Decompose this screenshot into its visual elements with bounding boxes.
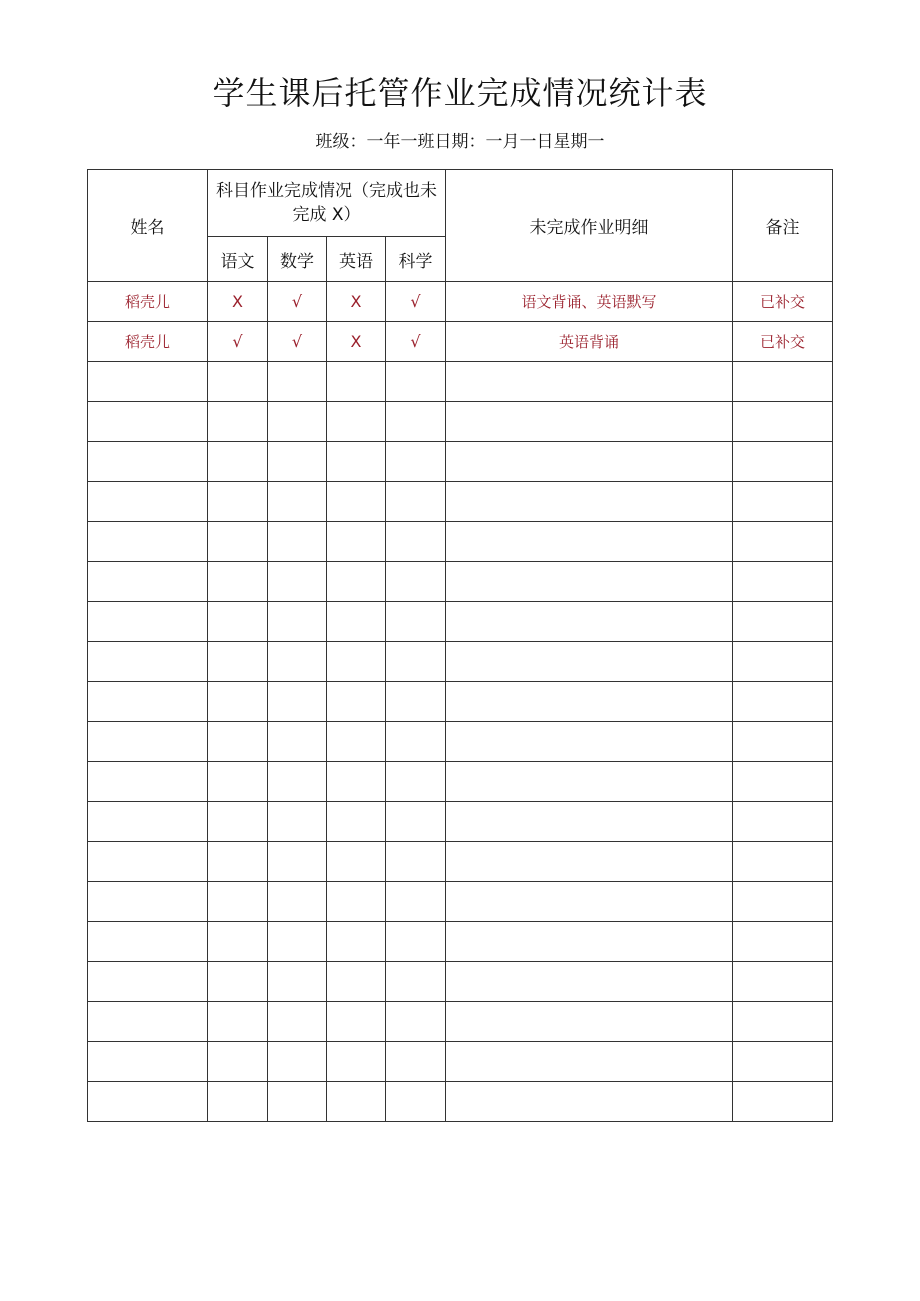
mark-chinese-cell[interactable] (208, 602, 268, 642)
remark-cell[interactable] (733, 642, 833, 682)
student-name-cell[interactable] (88, 442, 208, 482)
mark-math-cell: √ (268, 322, 327, 362)
class-date-line: 班级：一年一班日期：一月一日星期一 (315, 132, 605, 152)
student-name-cell[interactable] (88, 482, 208, 522)
mark-science-cell[interactable] (386, 762, 446, 802)
incomplete-details-cell[interactable] (446, 602, 733, 642)
mark-science-cell[interactable] (386, 1082, 446, 1122)
table-row (88, 1042, 833, 1082)
table-row (88, 682, 833, 722)
remark-cell[interactable] (733, 482, 833, 522)
remark-cell[interactable] (733, 1082, 833, 1122)
mark-math-cell[interactable] (268, 962, 327, 1002)
header-subject-group: 科目作业完成情况（完成也未完成 X） (208, 170, 446, 237)
remark-cell[interactable] (733, 362, 833, 402)
table-row (88, 1082, 833, 1122)
table-row (88, 642, 833, 682)
mark-science-cell[interactable] (386, 962, 446, 1002)
table-row (88, 1002, 833, 1042)
student-name-cell[interactable] (88, 1082, 208, 1122)
mark-chinese-cell[interactable] (208, 682, 268, 722)
student-name-cell[interactable] (88, 602, 208, 642)
mark-chinese-cell[interactable] (208, 1002, 268, 1042)
mark-math-cell[interactable] (268, 562, 327, 602)
mark-english-cell[interactable] (327, 522, 386, 562)
mark-science-cell[interactable] (386, 442, 446, 482)
header-incomplete-details: 未完成作业明细 (446, 170, 733, 282)
mark-math-cell[interactable] (268, 922, 327, 962)
table-body (88, 282, 833, 1122)
table-row (88, 762, 833, 802)
mark-math-cell[interactable] (268, 722, 327, 762)
mark-english-cell: X (327, 282, 386, 322)
mark-english-cell[interactable] (327, 962, 386, 1002)
mark-science-cell[interactable] (386, 482, 446, 522)
mark-science-cell[interactable] (386, 602, 446, 642)
mark-english-cell[interactable] (327, 362, 386, 402)
table-row (88, 482, 833, 522)
remark-cell[interactable] (733, 882, 833, 922)
mark-english-cell[interactable] (327, 1002, 386, 1042)
student-name-cell[interactable] (88, 762, 208, 802)
header-subject-math: 数学 (268, 237, 327, 282)
mark-math-cell[interactable] (268, 1042, 327, 1082)
mark-chinese-cell[interactable] (208, 562, 268, 602)
student-name-cell[interactable] (88, 842, 208, 882)
incomplete-details-cell[interactable] (446, 402, 733, 442)
incomplete-details-cell[interactable] (446, 682, 733, 722)
mark-chinese-cell[interactable] (208, 522, 268, 562)
mark-science-cell[interactable] (386, 1002, 446, 1042)
mark-math-cell[interactable] (268, 762, 327, 802)
mark-english-cell[interactable] (327, 922, 386, 962)
page-title: 学生课后托管作业完成情况统计表 (212, 74, 708, 112)
incomplete-details-cell[interactable] (446, 962, 733, 1002)
table-row (88, 882, 833, 922)
header-remarks: 备注 (733, 170, 833, 282)
mark-math-cell[interactable] (268, 882, 327, 922)
mark-science-cell: √ (386, 282, 446, 322)
remark-cell: 已补交 (733, 322, 833, 362)
mark-english-cell[interactable] (327, 802, 386, 842)
table-row (88, 522, 833, 562)
remark-cell[interactable] (733, 522, 833, 562)
header-subject-science: 科学 (386, 237, 446, 282)
remark-cell[interactable] (733, 442, 833, 482)
student-name-cell[interactable] (88, 1002, 208, 1042)
mark-science-cell[interactable] (386, 402, 446, 442)
mark-english-cell[interactable] (327, 1082, 386, 1122)
mark-chinese-cell: √ (208, 322, 268, 362)
mark-math-cell[interactable] (268, 1002, 327, 1042)
mark-math-cell[interactable] (268, 482, 327, 522)
mark-english-cell: X (327, 322, 386, 362)
incomplete-details-cell[interactable] (446, 762, 733, 802)
remark-cell[interactable] (733, 602, 833, 642)
mark-chinese-cell[interactable] (208, 722, 268, 762)
mark-science-cell[interactable] (386, 882, 446, 922)
table-row (88, 602, 833, 642)
table-row (88, 362, 833, 402)
mark-english-cell[interactable] (327, 402, 386, 442)
mark-math-cell[interactable] (268, 442, 327, 482)
mark-science-cell[interactable] (386, 522, 446, 562)
mark-chinese-cell[interactable] (208, 802, 268, 842)
mark-chinese-cell[interactable] (208, 962, 268, 1002)
remark-cell[interactable] (733, 1042, 833, 1082)
table-row (88, 282, 833, 322)
remark-cell[interactable] (733, 842, 833, 882)
mark-science-cell[interactable] (386, 842, 446, 882)
student-name-cell[interactable] (88, 642, 208, 682)
table-row (88, 722, 833, 762)
table-row (88, 322, 833, 362)
mark-science-cell[interactable] (386, 362, 446, 402)
remark-cell: 已补交 (733, 282, 833, 322)
mark-chinese-cell[interactable] (208, 362, 268, 402)
mark-chinese-cell[interactable] (208, 402, 268, 442)
mark-english-cell[interactable] (327, 602, 386, 642)
incomplete-details-cell[interactable] (446, 882, 733, 922)
mark-science-cell[interactable] (386, 1042, 446, 1082)
incomplete-details-cell[interactable] (446, 642, 733, 682)
mark-english-cell[interactable] (327, 722, 386, 762)
mark-math-cell[interactable] (268, 602, 327, 642)
incomplete-details-cell[interactable] (446, 362, 733, 402)
mark-english-cell[interactable] (327, 442, 386, 482)
incomplete-details-cell[interactable] (446, 802, 733, 842)
mark-math-cell[interactable] (268, 522, 327, 562)
table-row (88, 562, 833, 602)
mark-chinese-cell[interactable] (208, 842, 268, 882)
remark-cell[interactable] (733, 922, 833, 962)
mark-english-cell[interactable] (327, 682, 386, 722)
incomplete-details-cell[interactable] (446, 1082, 733, 1122)
student-name-cell[interactable] (88, 722, 208, 762)
mark-science-cell[interactable] (386, 802, 446, 842)
mark-english-cell[interactable] (327, 642, 386, 682)
mark-math-cell[interactable] (268, 1082, 327, 1122)
mark-science-cell: √ (386, 322, 446, 362)
mark-science-cell[interactable] (386, 642, 446, 682)
incomplete-details-cell[interactable] (446, 1042, 733, 1082)
incomplete-details-cell: 语文背诵、英语默写 (446, 282, 733, 322)
incomplete-details-cell: 英语背诵 (446, 322, 733, 362)
header-subject-chinese: 语文 (208, 237, 268, 282)
table-row (88, 802, 833, 842)
table-row (88, 962, 833, 1002)
incomplete-details-cell[interactable] (446, 722, 733, 762)
mark-chinese-cell[interactable] (208, 1042, 268, 1082)
student-name-cell: 稻壳儿 (88, 322, 208, 362)
table-row (88, 442, 833, 482)
mark-chinese-cell[interactable] (208, 642, 268, 682)
student-name-cell: 稻壳儿 (88, 282, 208, 322)
remark-cell[interactable] (733, 962, 833, 1002)
mark-math-cell[interactable] (268, 802, 327, 842)
table-row (88, 402, 833, 442)
mark-science-cell[interactable] (386, 562, 446, 602)
mark-chinese-cell: X (208, 282, 268, 322)
mark-chinese-cell[interactable] (208, 1082, 268, 1122)
table-row (88, 842, 833, 882)
incomplete-details-cell[interactable] (446, 842, 733, 882)
remark-cell[interactable] (733, 402, 833, 442)
mark-math-cell[interactable] (268, 402, 327, 442)
remark-cell[interactable] (733, 1002, 833, 1042)
student-name-cell[interactable] (88, 362, 208, 402)
incomplete-details-cell[interactable] (446, 922, 733, 962)
header-subject-english: 英语 (327, 237, 386, 282)
mark-math-cell[interactable] (268, 642, 327, 682)
mark-math-cell: √ (268, 282, 327, 322)
mark-chinese-cell[interactable] (208, 442, 268, 482)
mark-math-cell[interactable] (268, 842, 327, 882)
mark-english-cell[interactable] (327, 762, 386, 802)
student-name-cell[interactable] (88, 682, 208, 722)
incomplete-details-cell[interactable] (446, 522, 733, 562)
mark-chinese-cell[interactable] (208, 882, 268, 922)
remark-cell[interactable] (733, 762, 833, 802)
remark-cell[interactable] (733, 802, 833, 842)
remark-cell[interactable] (733, 562, 833, 602)
incomplete-details-cell[interactable] (446, 1002, 733, 1042)
incomplete-details-cell[interactable] (446, 562, 733, 602)
mark-math-cell[interactable] (268, 362, 327, 402)
mark-chinese-cell[interactable] (208, 482, 268, 522)
mark-english-cell[interactable] (327, 562, 386, 602)
table-row (88, 922, 833, 962)
mark-english-cell[interactable] (327, 482, 386, 522)
student-name-cell[interactable] (88, 922, 208, 962)
mark-math-cell[interactable] (268, 682, 327, 722)
mark-english-cell[interactable] (327, 1042, 386, 1082)
mark-english-cell[interactable] (327, 842, 386, 882)
mark-science-cell[interactable] (386, 922, 446, 962)
mark-science-cell[interactable] (386, 682, 446, 722)
student-name-cell[interactable] (88, 1042, 208, 1082)
student-name-cell[interactable] (88, 882, 208, 922)
remark-cell[interactable] (733, 722, 833, 762)
mark-chinese-cell[interactable] (208, 922, 268, 962)
homework-table (87, 169, 833, 1122)
mark-science-cell[interactable] (386, 722, 446, 762)
mark-chinese-cell[interactable] (208, 762, 268, 802)
header-name: 姓名 (88, 170, 208, 282)
student-name-cell[interactable] (88, 802, 208, 842)
incomplete-details-cell[interactable] (446, 442, 733, 482)
student-name-cell[interactable] (88, 402, 208, 442)
student-name-cell[interactable] (88, 962, 208, 1002)
incomplete-details-cell[interactable] (446, 482, 733, 522)
student-name-cell[interactable] (88, 562, 208, 602)
student-name-cell[interactable] (88, 522, 208, 562)
mark-english-cell[interactable] (327, 882, 386, 922)
remark-cell[interactable] (733, 682, 833, 722)
